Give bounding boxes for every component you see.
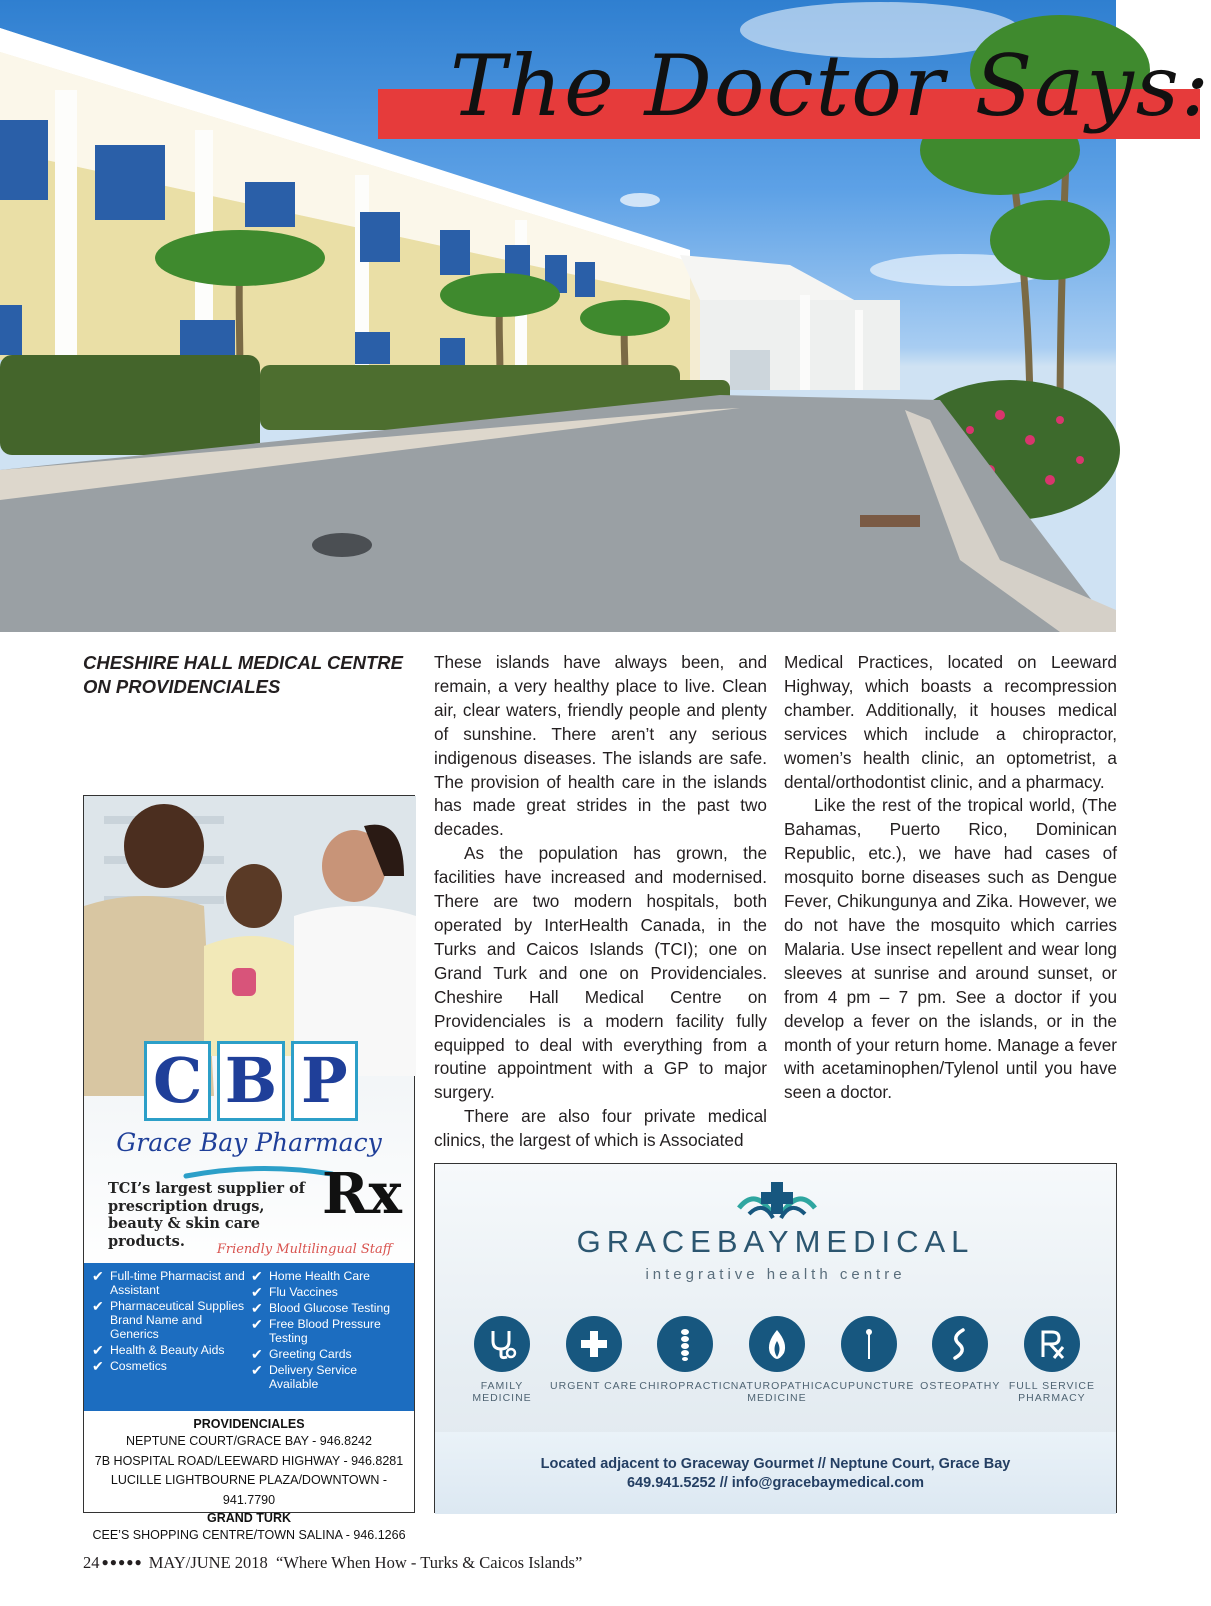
cbp-letter: B — [217, 1041, 284, 1121]
service-item: ✔ Pharmaceutical Supplies Brand Name and Generics — [92, 1298, 245, 1341]
separator-dots: ●●●●● — [101, 1555, 143, 1569]
region-heading: GRAND TURK — [206, 1511, 292, 1525]
service-urgent-care — [549, 1316, 639, 1404]
service-item: ✔ Greeting Cards — [251, 1346, 352, 1362]
service-item: ✔ Flu Vaccines — [251, 1284, 338, 1300]
services-left — [92, 1269, 247, 1405]
page-title: The Doctor Says: — [450, 37, 1211, 135]
service-family-medicine — [457, 1316, 547, 1404]
cbp-letter: C — [144, 1041, 211, 1121]
needle-icon — [841, 1316, 897, 1372]
article-column-1 — [434, 651, 767, 1153]
location-address: 7B HOSPITAL ROAD/LEEWARD HIGHWAY - 946.8281 — [94, 1453, 404, 1468]
issue-date: MAY/JUNE 2018 — [148, 1553, 268, 1572]
article-paragraph: Medical Practices, located on Leeward Highway, which boasts a recompression chamber. Additionally, it houses medical services which include a chiropractor, women’s health clinic, an optometrist, a dental/orthodontist clinic, and a pharmacy. — [784, 652, 1117, 792]
service-item: ✔ Full-time Pharmacist and Assistant — [92, 1268, 245, 1297]
plus-icon — [566, 1316, 622, 1372]
service-label: OSTEOPATHY — [920, 1380, 1001, 1392]
service-item: ✔ Free Blood Pressure Testing — [251, 1316, 381, 1345]
check-icon: ✔ — [92, 1358, 104, 1374]
check-icon: ✔ — [251, 1316, 263, 1332]
service-item: ✔ Cosmetics — [92, 1358, 167, 1374]
service-label: NATUROPATHIC MEDICINE — [730, 1380, 824, 1404]
magazine-name: “Where When How - Turks & Caicos Islands” — [276, 1553, 583, 1572]
pharmacy-locations — [84, 1416, 414, 1546]
rx-icon — [1024, 1316, 1080, 1372]
service-label: FAMILY MEDICINE — [472, 1380, 532, 1404]
check-icon: ✔ — [92, 1298, 104, 1314]
lotus-cross-icon — [735, 1178, 819, 1222]
curve-icon — [932, 1316, 988, 1372]
clinic-phone-email[interactable]: 649.941.5252 // info@gracebaymedical.com — [626, 1475, 925, 1491]
article-paragraph: These islands have always been, and remain, a very healthy place to live. Clean air, clear waters, friendly people and plenty of sunshine. There aren’t any serious indigenous diseases. The islands are safe. The provision of health care in the islands has made great strides in the past two decades. — [434, 652, 767, 840]
clinic-name: GRACEBAYMEDICAL — [576, 1224, 975, 1259]
flame-icon — [749, 1316, 805, 1372]
service-icons — [457, 1316, 1097, 1404]
location-address: CEE’S SHOPPING CENTRE/TOWN SALINA - 946.1266 — [92, 1528, 406, 1542]
service-label: CHIROPRACTIC — [639, 1380, 732, 1392]
location-address: NEPTUNE COURT/GRACE BAY - 946.8242 — [126, 1434, 372, 1448]
article-paragraph: Like the rest of the tropical world, (The Bahamas, Puerto Rico, Dominican Republic, etc.), we have had cases of mosquito borne diseases such as Dengue Fever, Chikungunya and Zika. However, we do not have the mosquito which carries Malaria. Use insect repellent and wear long sleeves at sunrise and around sunset, or from 4 pm – 7 pm. See a doctor if you develop a fever on the islands, or in the month of your return home. Manage a fever with acetaminophen/Tylenol until you have seen a doctor. — [784, 795, 1117, 1103]
cbp-letter: P — [291, 1041, 358, 1121]
cbp-logo — [144, 1041, 358, 1121]
page-number: 24 — [83, 1553, 100, 1572]
check-icon: ✔ — [92, 1342, 104, 1358]
service-naturopathic — [732, 1316, 822, 1404]
check-icon: ✔ — [251, 1362, 263, 1378]
pharmacy-tagline: TCI’s largest supplier of prescription drugs, beauty & skin care products. — [108, 1180, 306, 1250]
service-label: FULL SERVICE PHARMACY — [1008, 1380, 1095, 1404]
staff-note: Friendly Multilingual Staff — [216, 1242, 392, 1257]
page-footer — [83, 1553, 582, 1573]
photo-caption: CHESHIRE HALL MEDICAL CENTRE ON PROVIDENCIALES — [83, 652, 404, 697]
check-icon: ✔ — [251, 1284, 263, 1300]
service-item: ✔ Home Health Care — [251, 1268, 370, 1284]
article-paragraph: There are also four private medical clinics, the largest of which is Associated — [434, 1106, 767, 1151]
service-osteopathy — [915, 1316, 1005, 1404]
pharmacy-name: Grace Bay Pharmacy — [116, 1128, 382, 1157]
spine-icon — [657, 1316, 713, 1372]
clinic-contact — [435, 1432, 1116, 1514]
check-icon: ✔ — [251, 1346, 263, 1362]
check-icon: ✔ — [92, 1268, 104, 1284]
service-item: ✔ Delivery Service Available — [251, 1362, 358, 1391]
rx-icon: Rx — [322, 1161, 402, 1227]
service-chiropractic — [640, 1316, 730, 1404]
check-icon: ✔ — [251, 1300, 263, 1316]
stethoscope-icon — [474, 1316, 530, 1372]
service-item: ✔ Blood Glucose Testing — [251, 1300, 391, 1316]
swoosh-icon — [184, 1166, 334, 1180]
services-right — [251, 1269, 406, 1405]
service-item: ✔ Health & Beauty Aids — [92, 1342, 225, 1358]
article-column-2 — [784, 651, 1117, 1105]
region-heading: PROVIDENCIALES — [193, 1417, 305, 1431]
service-label: URGENT CARE — [550, 1380, 638, 1392]
grace-bay-medical-ad[interactable] — [434, 1163, 1117, 1513]
service-label: ACUPUNCTURE — [822, 1380, 915, 1392]
service-acupuncture — [824, 1316, 914, 1404]
clinic-subtitle: integrative health centre — [645, 1266, 906, 1283]
check-icon: ✔ — [251, 1268, 263, 1284]
location-address: LUCILLE LIGHTBOURNE PLAZA/DOWNTOWN - 941.7790 — [110, 1473, 388, 1507]
article-paragraph: As the population has grown, the facilities have increased and modernised. There are two modern hospitals, both operated by InterHealth Canada, in the Turks and Caicos Islands (TCI); one on Grand Turk and one on Providenciales. Cheshire Hall Medical Centre on Providenciales is a modern facility fully equipped to deal with everything from a routine appointment with a GP to major surgery. — [434, 843, 767, 1103]
grace-bay-pharmacy-ad[interactable] — [83, 795, 415, 1542]
services-panel — [84, 1263, 414, 1411]
clinic-location: Located adjacent to Graceway Gourmet // Neptune Court, Grace Bay — [540, 1456, 1011, 1472]
service-pharmacy — [1007, 1316, 1097, 1404]
